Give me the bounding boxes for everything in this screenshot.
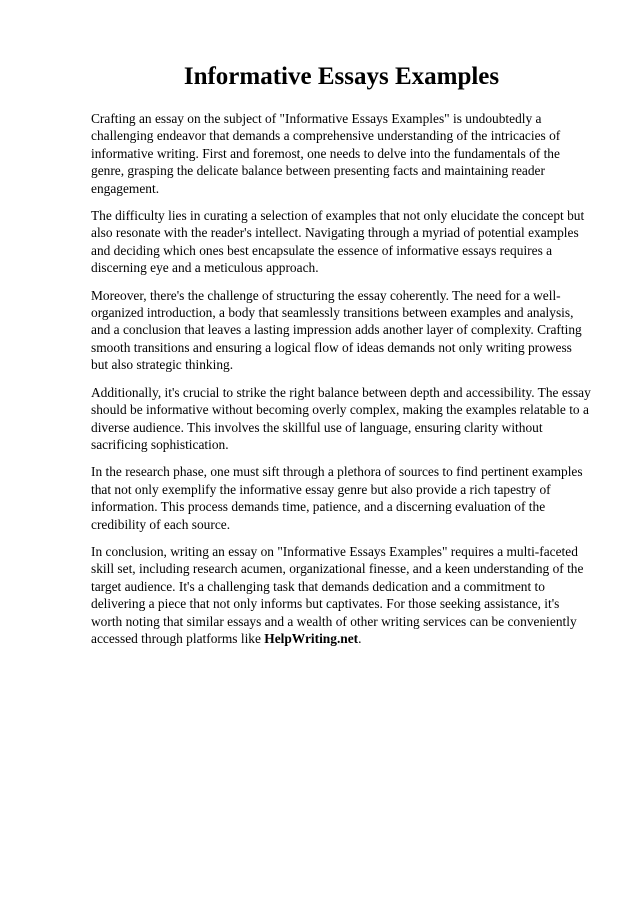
paragraph-5: In the research phase, one must sift through a plethora of sources to find pertinent examples that not only exemplify the informative essay genre but also provide a rich tapestry of information. This process demands time, patience, and a discerning evaluation of the credibility of each source. xyxy=(91,464,583,532)
helpwriting-link[interactable]: HelpWriting.net xyxy=(264,630,359,646)
paragraph-conclusion xyxy=(91,543,592,647)
paragraph-2: The difficulty lies in curating a selection of examples that not only elucidate the concept but also resonate with the reader's intellect. Navigating through a myriad of potential examples and deciding which ones best encapsulate the essence of informative essays requires a discerning eye and a meticulous approach. xyxy=(91,208,585,276)
document-title: Informative Essays Examples xyxy=(183,63,500,90)
paragraph-3: Moreover, there's the challenge of structuring the essay coherently. The need for a well-organized introduction, a body that seamlessly transitions between examples and analysis, and a conclusion that leaves a lasting impression adds another layer of complexity. Crafting smooth transitions and ensuring a logical flow of ideas demands not only writing prowess but also strategic thinking. xyxy=(91,287,582,373)
conclusion-text: In conclusion, writing an essay on "Informative Essays Examples" requires a multi-faceted skill set, including research acumen, organizational finesse, and a keen understanding of the target audience. It's a challenging task that demands dedication and a commitment to delivering a piece that not only informs but captivates. For those seeking assistance, it's worth noting that similar essays and a wealth of other writing services can be conveniently accessed through platforms like xyxy=(91,543,584,646)
paragraph-4: Additionally, it's crucial to strike the right balance between depth and accessibility. The essay should be informative without becoming overly complex, making the examples relatable to a diverse audience. This involves the skillful use of language, ensuring clarity without sacrificing sophistication. xyxy=(91,384,591,452)
paragraph-1: Crafting an essay on the subject of "Informative Essays Examples" is undoubtedly a challenging endeavor that demands a comprehensive understanding of the intricacies of informative writing. First and foremost, one needs to delve into the fundamentals of the genre, grasping the delicate balance between presenting facts and maintaining reader engagement. xyxy=(91,111,561,196)
conclusion-period: . xyxy=(358,630,362,646)
